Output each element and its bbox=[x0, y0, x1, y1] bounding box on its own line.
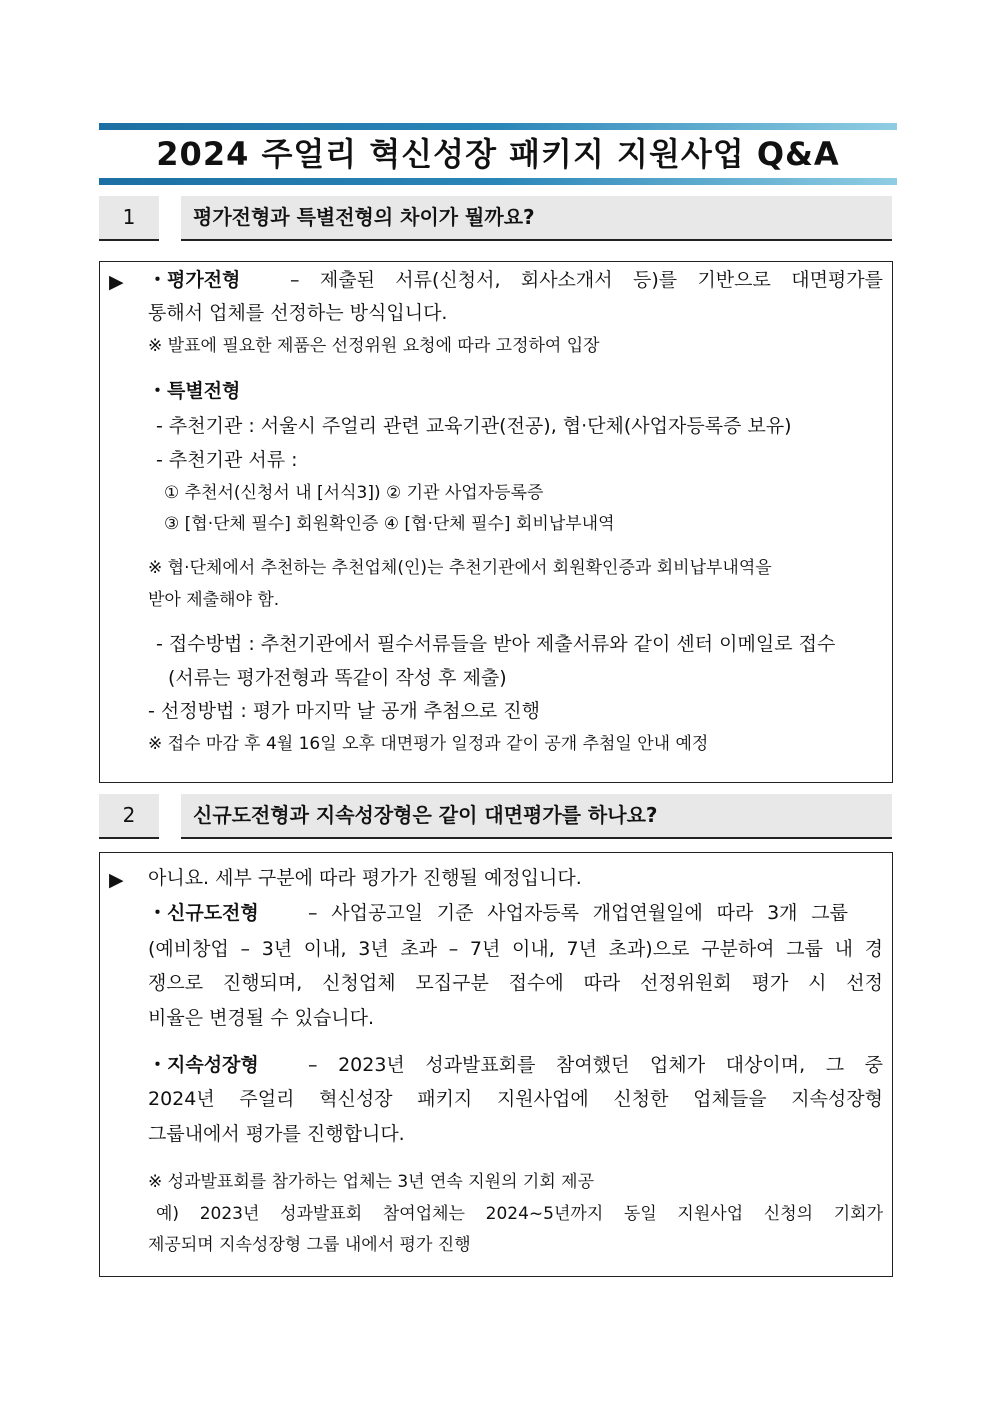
continuous-type-text-1: – 2023년 성과발표회를 참여했던 업체가 대상이며, 그 중 bbox=[308, 1054, 883, 1076]
q2-note-2: 예) 2023년 성과발표회 참여업체는 2024~5년까지 동일 지원사업 신청의 기회가 bbox=[156, 1204, 883, 1224]
question-2-text: 신규도전형과 지속성장형은 같이 대면평가를 하나요? bbox=[181, 794, 892, 839]
question-1-header bbox=[99, 196, 892, 242]
new-type-label: ・신규도전형 bbox=[148, 902, 259, 924]
answer-2-intro: 아니요. 세부 구분에 따라 평가가 진행될 예정입니다. bbox=[148, 867, 582, 889]
eval-type-note: ※ 발표에 필요한 제품은 선정위원 요청에 따라 고정하여 입장 bbox=[148, 336, 600, 356]
arrow-icon: ▶ bbox=[109, 271, 124, 293]
special-note-1a: ※ 협·단체에서 추천하는 추천업체(인)는 추천기관에서 회원확인증과 회비납부내역을 bbox=[148, 558, 772, 578]
new-type-text-2: (예비창업 – 3년 이내, 3년 초과 – 7년 이내, 7년 초과)으로 구분하여 그룹 내 경 bbox=[148, 938, 883, 960]
question-2-number: 2 bbox=[99, 794, 159, 839]
title-bottom-bar bbox=[99, 178, 897, 185]
answer-1-box bbox=[99, 261, 893, 783]
recommend-org: - 추천기관 : 서울시 주얼리 관련 교육기관(전공), 협·단체(사업자등록증 보유) bbox=[156, 415, 792, 437]
eval-type-text-1: – 제출된 서류(신청서, 회사소개서 등)를 기반으로 대면평가를 bbox=[290, 269, 883, 291]
page-title: 2024 주얼리 혁신성장 패키지 지원사업 Q&A bbox=[156, 135, 840, 173]
special-type-label: ・특별전형 bbox=[148, 380, 241, 402]
q2-note-3: 제공되며 지속성장형 그룹 내에서 평가 진행 bbox=[148, 1235, 471, 1255]
question-1-number: 1 bbox=[99, 196, 159, 241]
special-note-2: ※ 접수 마감 후 4월 16일 오후 대면평가 일정과 같이 공개 추첨일 안내 예정 bbox=[148, 734, 709, 754]
eval-type-text-2: 통해서 업체를 선정하는 방식입니다. bbox=[148, 302, 448, 324]
question-1-text: 평가전형과 특별전형의 차이가 뭘까요? bbox=[181, 196, 892, 241]
new-type-text-1: – 사업공고일 기준 사업자등록 개업연월일에 따라 3개 그룹 bbox=[308, 902, 848, 924]
new-type-text-3: 쟁으로 진행되며, 신청업체 모집구분 접수에 따라 선정위원회 평가 시 선정 bbox=[148, 972, 883, 994]
answer-2-box bbox=[99, 852, 893, 1277]
selection-method: - 선정방법 : 평가 마지막 날 공개 추첨으로 진행 bbox=[148, 700, 540, 722]
recommend-docs: - 추천기관 서류 : bbox=[156, 449, 298, 471]
question-2-header bbox=[99, 794, 892, 840]
title-banner bbox=[99, 123, 897, 185]
continuous-type-text-2: 2024년 주얼리 혁신성장 패키지 지원사업에 신청한 업체들을 지속성장형 bbox=[148, 1088, 883, 1110]
docs-line-2: ③ [협·단체 필수] 회원확인증 ④ [협·단체 필수] 회비납부내역 bbox=[164, 514, 615, 534]
continuous-type-label: ・지속성장형 bbox=[148, 1054, 259, 1076]
receipt-method-2: (서류는 평가전형과 똑같이 작성 후 제출) bbox=[168, 667, 507, 689]
new-type-text-4: 비율은 변경될 수 있습니다. bbox=[148, 1007, 375, 1029]
continuous-type-text-3: 그룹내에서 평가를 진행합니다. bbox=[148, 1123, 405, 1145]
eval-type-label: ・평가전형 bbox=[148, 269, 241, 291]
title-top-bar bbox=[99, 123, 897, 130]
docs-line-1: ① 추천서(신청서 내 [서식3]) ② 기관 사업자등록증 bbox=[164, 483, 544, 503]
q2-note-1: ※ 성과발표회를 참가하는 업체는 3년 연속 지원의 기회 제공 bbox=[148, 1172, 594, 1192]
arrow-icon: ▶ bbox=[109, 869, 124, 891]
special-note-1b: 받아 제출해야 함. bbox=[148, 590, 280, 610]
receipt-method-1: - 접수방법 : 추천기관에서 필수서류들을 받아 제출서류와 같이 센터 이메일로 접수 bbox=[156, 633, 836, 655]
